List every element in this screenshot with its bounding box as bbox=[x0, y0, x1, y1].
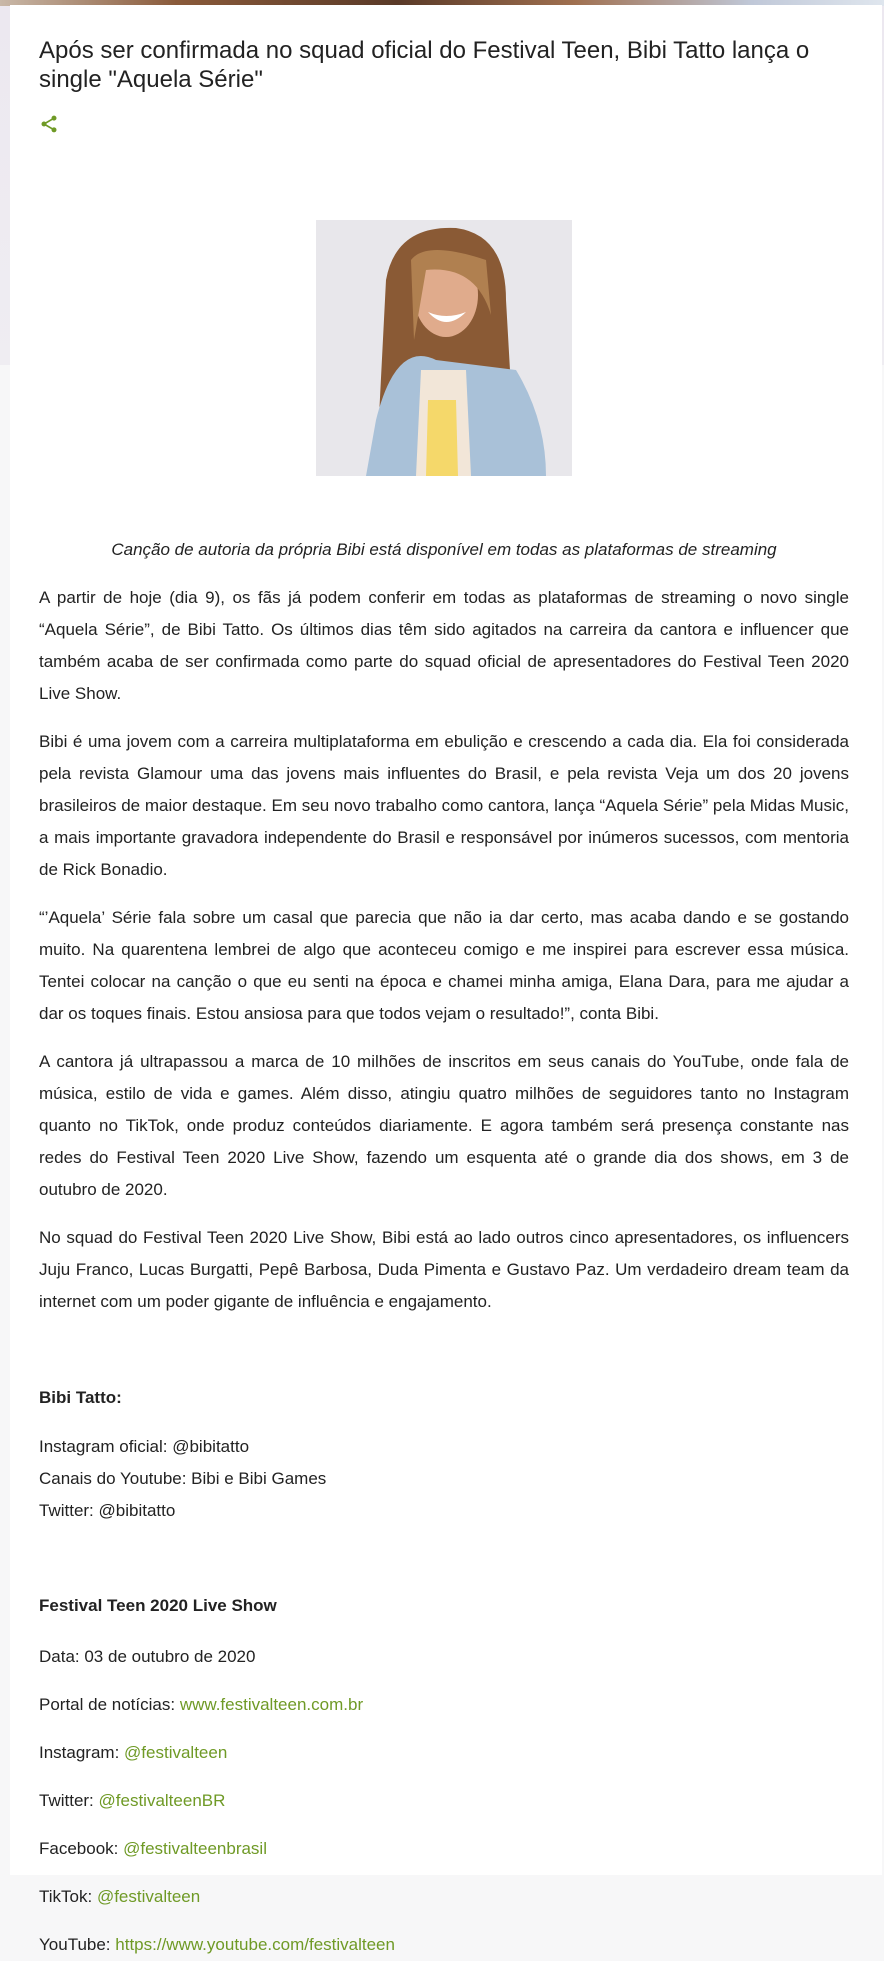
article-content bbox=[39, 36, 849, 1961]
festival-heading: Festival Teen 2020 Live Show bbox=[39, 1596, 277, 1615]
paragraph-2: Bibi é uma jovem com a carreira multiplataforma em ebulição e crescendo a cada dia. Ela foi considerada pela revista Glamour uma das jovens mais influentes do Brasil, e pela revista Veja um dos 20 jovens brasileiros de maior destaque. Em seu novo trabalho como cantora, lança “Aquela Série” pela Midas Music, a mais importante gravadora independente do Brasil e responsável por inúmeros sucessos, com mentoria de Rick Bonadio. bbox=[39, 732, 849, 879]
paragraph-3: “’Aquela’ Série fala sobre um casal que parecia que não ia dar certo, mas acaba dando e se gostando muito. Na quarentena lembrei de algo que aconteceu comigo e me inspirei para escrever essa música. Tentei colocar na canção o que eu senti na época e chamei minha amiga, Elana Dara, para me ajudar a dar os toques finais. Estou ansiosa para que todos vejam o resultado!”, conta Bibi. bbox=[39, 908, 849, 1023]
festival-instagram bbox=[39, 1737, 849, 1769]
facebook-link[interactable]: @festivalteenbrasil bbox=[123, 1839, 267, 1858]
festival-portal bbox=[39, 1689, 849, 1721]
bibi-instagram: Instagram oficial: @bibitatto bbox=[39, 1437, 250, 1456]
twitter-link[interactable]: @festivalteenBR bbox=[98, 1791, 226, 1810]
festival-date: Data: 03 de outubro de 2020 bbox=[39, 1647, 256, 1666]
bibi-heading: Bibi Tatto: bbox=[39, 1388, 122, 1407]
instagram-link[interactable]: @festivalteen bbox=[124, 1743, 228, 1762]
festival-tiktok bbox=[39, 1881, 849, 1913]
link-label: Portal de notícias: bbox=[39, 1695, 180, 1714]
link-label: Facebook: bbox=[39, 1839, 124, 1858]
festival-youtube bbox=[39, 1929, 849, 1961]
link-label: YouTube: bbox=[39, 1935, 116, 1954]
link-label: TikTok: bbox=[39, 1887, 97, 1906]
paragraph-5: No squad do Festival Teen 2020 Live Show, Bibi está ao lado outros cinco apresentadores, os influencers Juju Franco, Lucas Burgatti, Pepê Barbosa, Duda Pimenta e Gustavo Paz. Um verdadeiro dream team da internet com um poder gigante de influência e engajamento. bbox=[39, 1228, 849, 1311]
paragraph-4: A cantora já ultrapassou a marca de 10 milhões de inscritos em seus canais do YouTube, onde fala de música, estilo de vida e games. Além disso, atingiu quatro milhões de seguidores tanto no Instagram quanto no TikTok, onde produz conteúdos diariamente. E agora também será presença constante nas redes do Festival Teen 2020 Live Show, fazendo um esquenta até o grande dia dos shows, em 3 de outubro de 2020. bbox=[39, 1052, 849, 1199]
link-label: Twitter: bbox=[39, 1791, 99, 1810]
festival-twitter bbox=[39, 1785, 849, 1817]
portal-link[interactable]: www.festivalteen.com.br bbox=[179, 1695, 364, 1714]
link-label: Instagram: bbox=[39, 1743, 125, 1762]
article-title: Após ser confirmada no squad oficial do Festival Teen, Bibi Tatto lança o single "Aquela Série" bbox=[39, 37, 810, 93]
article-card bbox=[10, 5, 882, 1954]
article-photo bbox=[316, 220, 572, 476]
youtube-link[interactable]: https://www.youtube.com/festivalteen bbox=[115, 1935, 395, 1954]
paragraph-1: A partir de hoje (dia 9), os fãs já podem conferir em todas as plataformas de streaming o novo single “Aquela Série”, de Bibi Tatto. Os últimos dias têm sido agitados na carreira da cantora e influencer que também acaba de ser confirmada como parte do squad oficial de apresentadores do Festival Teen 2020 Live Show. bbox=[39, 588, 849, 703]
share-icon[interactable] bbox=[39, 114, 59, 134]
photo-illustration bbox=[316, 220, 572, 476]
bibi-twitter: Twitter: @bibitatto bbox=[39, 1501, 176, 1520]
tiktok-link[interactable]: @festivalteen bbox=[96, 1887, 201, 1906]
festival-facebook bbox=[39, 1833, 849, 1865]
bibi-youtube: Canais do Youtube: Bibi e Bibi Games bbox=[39, 1469, 327, 1488]
photo-caption: Canção de autoria da própria Bibi está disponível em todas as plataformas de streaming bbox=[111, 540, 777, 559]
